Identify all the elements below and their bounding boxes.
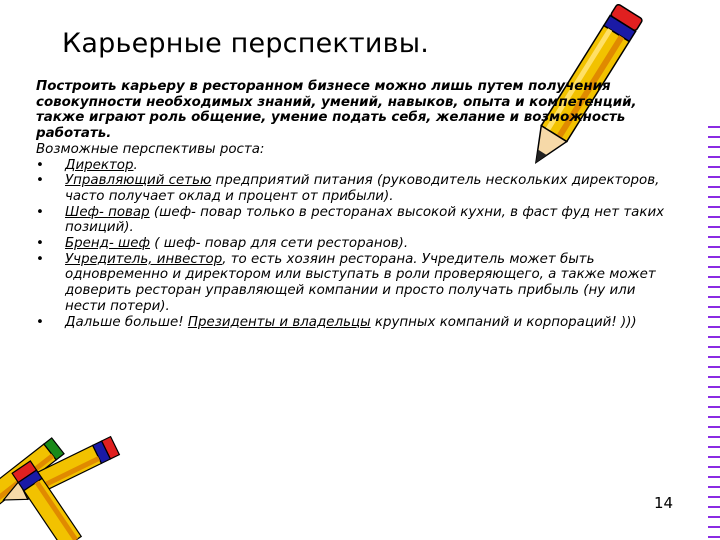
item-text: ( шеф- повар для сети ресторанов). — [149, 236, 409, 252]
subheading: Возможные перспективы роста: — [36, 141, 265, 157]
item-term: Учредитель, инвестор — [65, 251, 223, 267]
slide-title: Карьерные перспективы. — [62, 28, 429, 59]
item-term: Бренд- шеф — [65, 236, 150, 252]
list-item — [36, 205, 668, 236]
list-item — [36, 252, 668, 315]
bullet: • — [36, 314, 44, 330]
bullet: • — [36, 157, 44, 173]
item-text: предприятий питания (руководитель нескольких директоров, часто получает оклад и процент от прибыли). — [65, 173, 660, 204]
bullet: • — [36, 204, 44, 220]
list-item — [36, 236, 668, 252]
bullet: • — [36, 236, 44, 252]
intro-paragraph: Построить карьеру в ресторанном бизнесе можно лишь путем получения совокупности необходимых знаний, умений, навыков, опыта и компетенций, также играют роль общение, умение подать себя, желание и возможность работать. — [36, 79, 637, 142]
item-text: . — [133, 157, 138, 173]
bullet: • — [36, 173, 44, 189]
career-list — [36, 158, 668, 331]
page-number: 14 — [654, 494, 674, 512]
list-item — [36, 158, 668, 174]
item-term: Шеф- повар — [65, 204, 150, 220]
item-text: крупных компаний и корпораций! ))) — [370, 314, 637, 330]
item-term: Управляющий сетью — [65, 173, 212, 189]
pencils-icon — [0, 436, 150, 540]
bullet: • — [36, 251, 44, 267]
list-item — [36, 173, 668, 204]
item-text: , то есть хозяин ресторана. Учредитель может быть одновременно и директором или выступать в роли проверяющего, а также может доверить ресторан управляющей компании и просто получать прибыль (ну или нести потери). — [65, 251, 656, 314]
item-term: Президенты и владельцы — [187, 314, 371, 330]
slide-content — [36, 79, 668, 330]
list-item — [36, 315, 668, 331]
item-text: (шеф- повар только в ресторанах высокой кухни, в фаст фуд нет таких позиций). — [65, 204, 665, 236]
item-term: Директор — [65, 157, 134, 173]
item-prefix: Дальше больше! — [65, 314, 188, 330]
